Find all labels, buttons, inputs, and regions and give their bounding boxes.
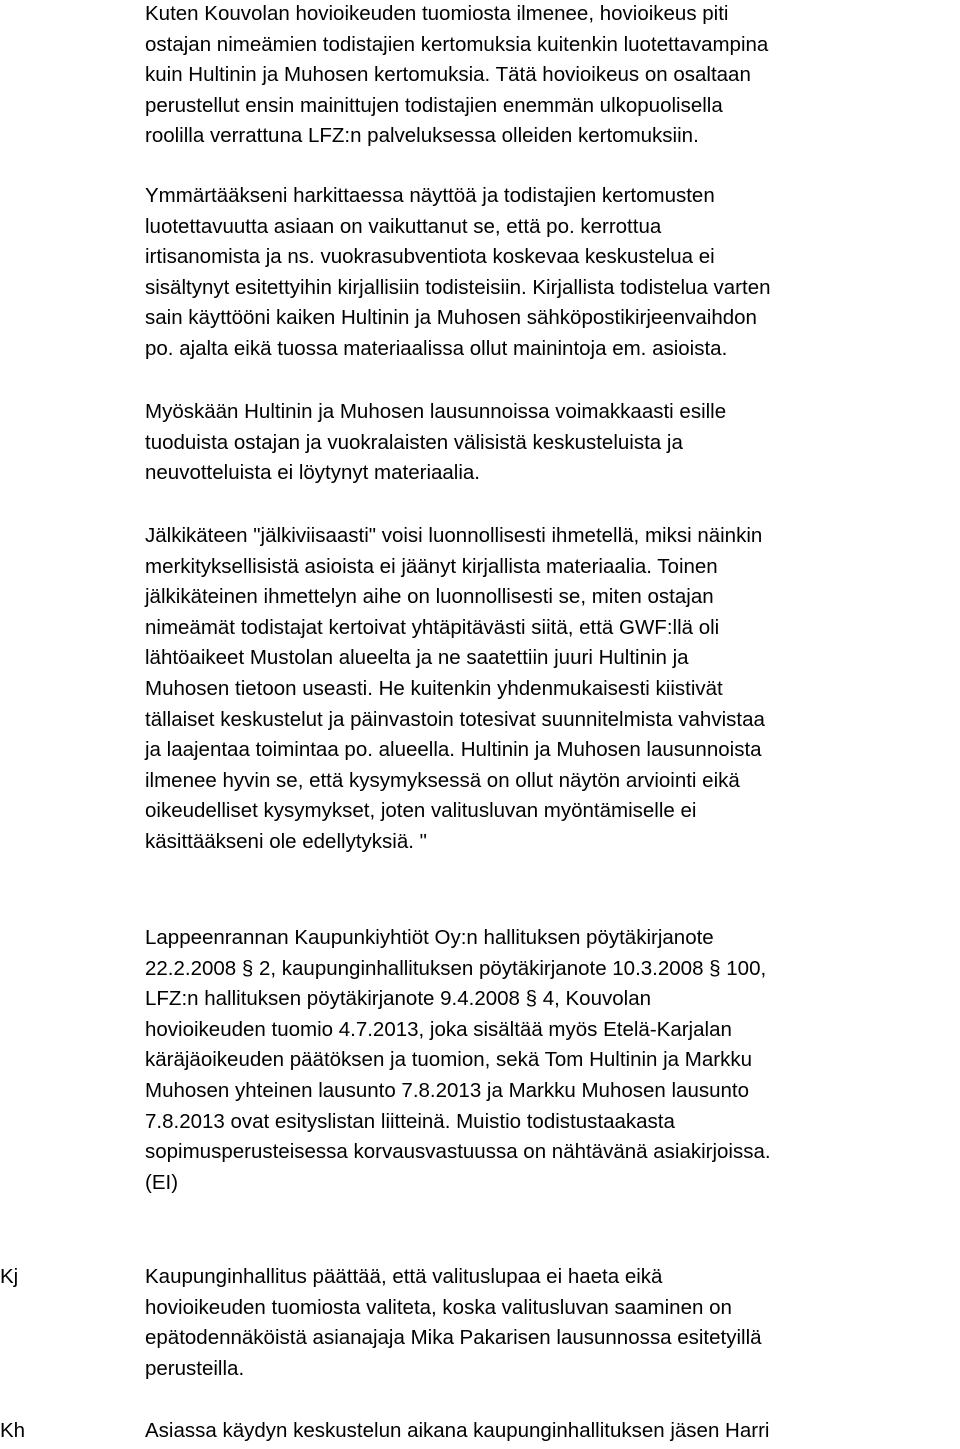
text-line: hovioikeuden tuomiosta valiteta, koska valitusluvan saaminen on [145,1295,732,1319]
text-line: ostajan nimeämien todistajien kertomuksia kuitenkin luotettavampina [145,32,769,56]
decision-label-kj: Kj [0,1265,19,1288]
paragraph-3 [145,397,960,489]
text-line: hovioikeuden tuomio 4.7.2013, joka sisältää myös Etelä-Karjalan [145,1017,732,1041]
text-line: sain käyttööni kaiken Hultinin ja Muhosen sähköpostikirjeenvaihdon [145,306,757,330]
text-line: perusteilla. [145,1356,245,1380]
text-line: lähtöaikeet Mustolan alueelta ja ne saatettiin juuri Hultinin ja [145,646,689,670]
paragraph-2 [145,181,960,365]
paragraph-4 [145,521,960,858]
text-line: käräjäoikeuden päätöksen ja tuomion, sekä Tom Hultinin ja Markku [145,1048,752,1072]
text-line: Lappeenrannan Kaupunkiyhtiöt Oy:n hallituksen pöytäkirjanote [145,926,714,949]
text-line: Muhosen tietoon useasti. He kuitenkin yhdenmukaisesti kiistivät [145,676,723,700]
text-line: perustellut ensin mainittujen todistajien enemmän ulkopuolisella [145,93,723,117]
text-line: epätodennäköistä asianajaja Mika Pakarisen lausunnossa esitetyillä [145,1326,762,1350]
text-line: sopimusperusteisessa korvausvastuussa on nähtävänä asiakirjoissa. [145,1140,771,1164]
text-line: nimeämät todistajat kertoivat yhtäpitävästi siitä, että GWF:llä oli [145,615,720,639]
text-line: roolilla verrattuna LFZ:n palveluksessa olleiden kertomuksiin. [145,124,699,148]
text-line: Myöskään Hultinin ja Muhosen lausunnoissa voimakkaasti esille [145,400,727,423]
text-line: LFZ:n hallituksen pöytäkirjanote 9.4.2008 § 4, Kouvolan [145,987,651,1011]
text-line: käsittääkseni ole edellytyksiä. " [145,829,427,853]
text-line: Asiassa käydyn keskustelun aikana kaupunginhallituksen jäsen Harri [145,1419,770,1442]
decision-kh-text [145,1416,960,1447]
text-line: Kaupunginhallitus päättää, että valituslupaa ei haeta eikä [145,1265,663,1288]
text-line: Ymmärtääkseni harkittaessa näyttöä ja todistajien kertomusten [145,184,715,207]
decision-label-kh: Kh [0,1419,26,1442]
text-line: ja laajentaa toimintaa po. alueella. Hultinin ja Muhosen lausunnoista [145,738,762,762]
text-line: tällaiset keskustelut ja päinvastoin totesivat suunnitelmista vahvistaa [145,707,765,731]
text-line: sisältynyt esitettyihin kirjallisiin todisteisiin. Kirjallista todistelua varten [145,275,771,299]
text-line: irtisanomista ja ns. vuokrasubventiota koskevaa keskustelua ei [145,245,715,269]
text-line: oikeudelliset kysymykset, joten valitusluvan myöntämiselle ei [145,799,697,823]
text-line: 22.2.2008 § 2, kaupunginhallituksen pöytäkirjanote 10.3.2008 § 100, [145,956,767,980]
text-line: neuvotteluista ei löytynyt materiaalia. [145,461,481,485]
decision-kj-text [145,1262,960,1384]
text-line: tuoduista ostajan ja vuokralaisten välisistä keskusteluista ja [145,430,683,454]
text-line: jälkikäteinen ihmettelyn aihe on luonnollisesti se, miten ostajan [145,585,714,609]
text-line: Kuten Kouvolan hovioikeuden tuomiosta ilmenee, hovioikeus piti [145,2,729,25]
text-line: Muhosen yhteinen lausunto 7.8.2013 ja Markku Muhosen lausunto [145,1078,750,1102]
text-line: ilmenee hyvin se, että kysymyksessä on ollut näytön arviointi eikä [145,768,740,792]
text-line: Jälkikäteen "jälkiviisaasti" voisi luonnollisesti ihmetellä, miksi näinkin [145,524,763,547]
text-line: luotettavuutta asiaan on vaikuttanut se, että po. kerrottua [145,214,662,238]
paragraph-1 [145,0,960,152]
text-line: 7.8.2013 ovat esityslistan liitteinä. Muistio todistustaakasta [145,1109,675,1133]
text-line: po. ajalta eikä tuossa materiaalissa ollut mainintoja em. asioista. [145,336,728,360]
paragraph-5 [145,923,960,1198]
text-line: kuin Hultinin ja Muhosen kertomuksia. Tätä hovioikeus on osaltaan [145,63,751,87]
text-line: merkityksellisistä asioista ei jäänyt kirjallista materiaalia. Toinen [145,554,718,578]
text-line: (EI) [145,1170,179,1194]
